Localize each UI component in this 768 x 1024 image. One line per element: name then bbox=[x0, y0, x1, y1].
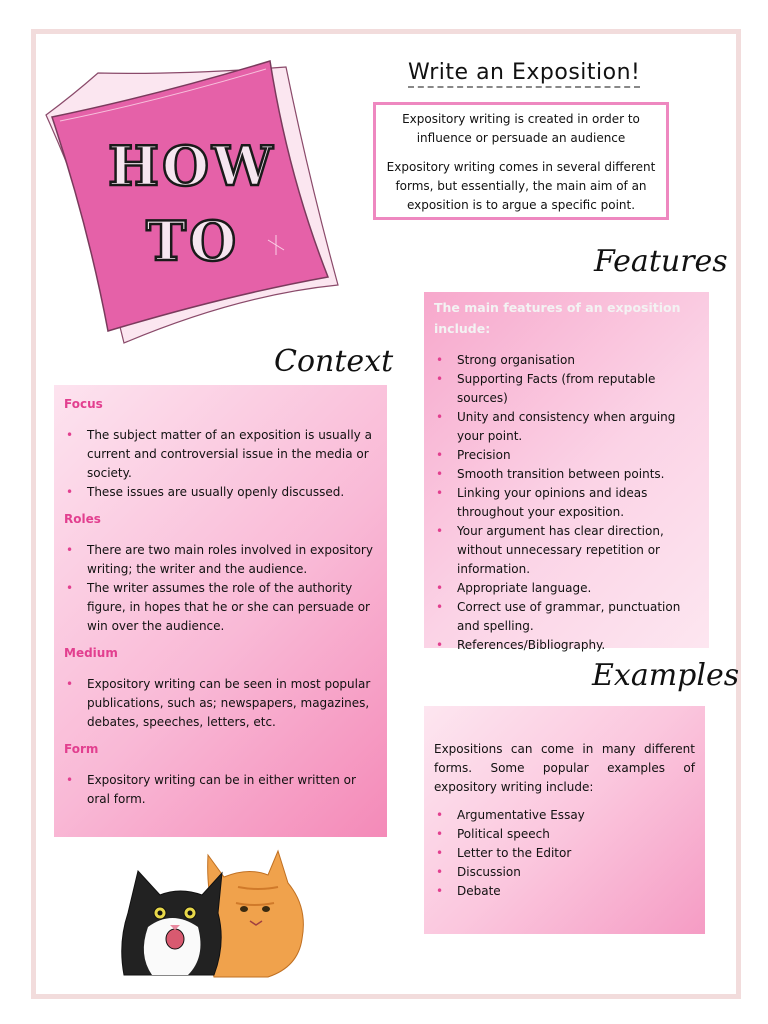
examples-list bbox=[434, 806, 695, 901]
list-item: • Strong organisation bbox=[457, 351, 699, 370]
features-heading: Features bbox=[594, 244, 728, 279]
medium-list bbox=[64, 675, 377, 732]
ginger-cat-image bbox=[208, 851, 304, 977]
features-lead: The main features of an exposition include: bbox=[434, 300, 681, 336]
list-item: • Linking your opinions and ideas throughout your exposition. bbox=[457, 484, 699, 522]
list-item: • Expository writing can be in either written or oral form. bbox=[87, 771, 377, 809]
list-item: • Correct use of grammar, punctuation and spelling. bbox=[457, 598, 699, 636]
form-list bbox=[64, 771, 377, 809]
list-item: • The writer assumes the role of the authority figure, in hopes that he or she can persuade or win over the audience. bbox=[87, 579, 377, 636]
context-box bbox=[54, 385, 387, 837]
list-item: • The subject matter of an exposition is usually a current and controversial issue in the media or society. bbox=[87, 426, 377, 483]
howto-line2: TO bbox=[146, 209, 240, 273]
intro-paragraph-2: Expository writing comes in several different forms, but essentially, the main aim of an exposition is to argue a specific point. bbox=[386, 160, 656, 212]
list-item: • These issues are usually openly discussed. bbox=[87, 483, 377, 502]
cats-illustration bbox=[118, 847, 308, 979]
page-title: Write an Exposition! bbox=[408, 60, 640, 88]
section-title-roles: Roles bbox=[64, 512, 101, 526]
list-item: • Unity and consistency when arguing your point. bbox=[457, 408, 699, 446]
section-title-focus: Focus bbox=[64, 397, 103, 411]
intro-paragraph-1: Expository writing is created in order to influence or persuade an audience bbox=[402, 112, 640, 145]
list-item: • Discussion bbox=[457, 863, 695, 882]
examples-intro: Expositions can come in many different forms. Some popular examples of expository writing include: bbox=[434, 742, 695, 794]
howto-graphic bbox=[38, 55, 350, 355]
context-heading: Context bbox=[274, 344, 394, 379]
examples-heading: Examples bbox=[592, 658, 740, 693]
black-white-cat-image bbox=[122, 871, 222, 975]
list-item: • Debate bbox=[457, 882, 695, 901]
howto-line1: HOW bbox=[108, 134, 276, 198]
list-item: • References/Bibliography. bbox=[457, 636, 699, 655]
list-item: • Smooth transition between points. bbox=[457, 465, 699, 484]
list-item: • Letter to the Editor bbox=[457, 844, 695, 863]
list-item: • Appropriate language. bbox=[457, 579, 699, 598]
features-box bbox=[424, 292, 709, 652]
list-item: • Argumentative Essay bbox=[457, 806, 695, 825]
list-item: • Political speech bbox=[457, 825, 695, 844]
list-item: • Precision bbox=[457, 446, 699, 465]
roles-list bbox=[64, 541, 377, 636]
intro-box bbox=[373, 102, 669, 220]
focus-list bbox=[64, 426, 377, 502]
section-title-medium: Medium bbox=[64, 646, 118, 660]
list-item: • Your argument has clear direction, without unnecessary repetition or information. bbox=[457, 522, 699, 579]
list-item: • There are two main roles involved in expository writing; the writer and the audience. bbox=[87, 541, 377, 579]
examples-box bbox=[424, 706, 705, 934]
list-item: • Expository writing can be seen in most popular publications, such as; newspapers, magazines, debates, speeches, letters, etc. bbox=[87, 675, 377, 732]
features-list bbox=[434, 351, 699, 655]
list-item: • Supporting Facts (from reputable sources) bbox=[457, 370, 699, 408]
section-title-form: Form bbox=[64, 742, 99, 756]
